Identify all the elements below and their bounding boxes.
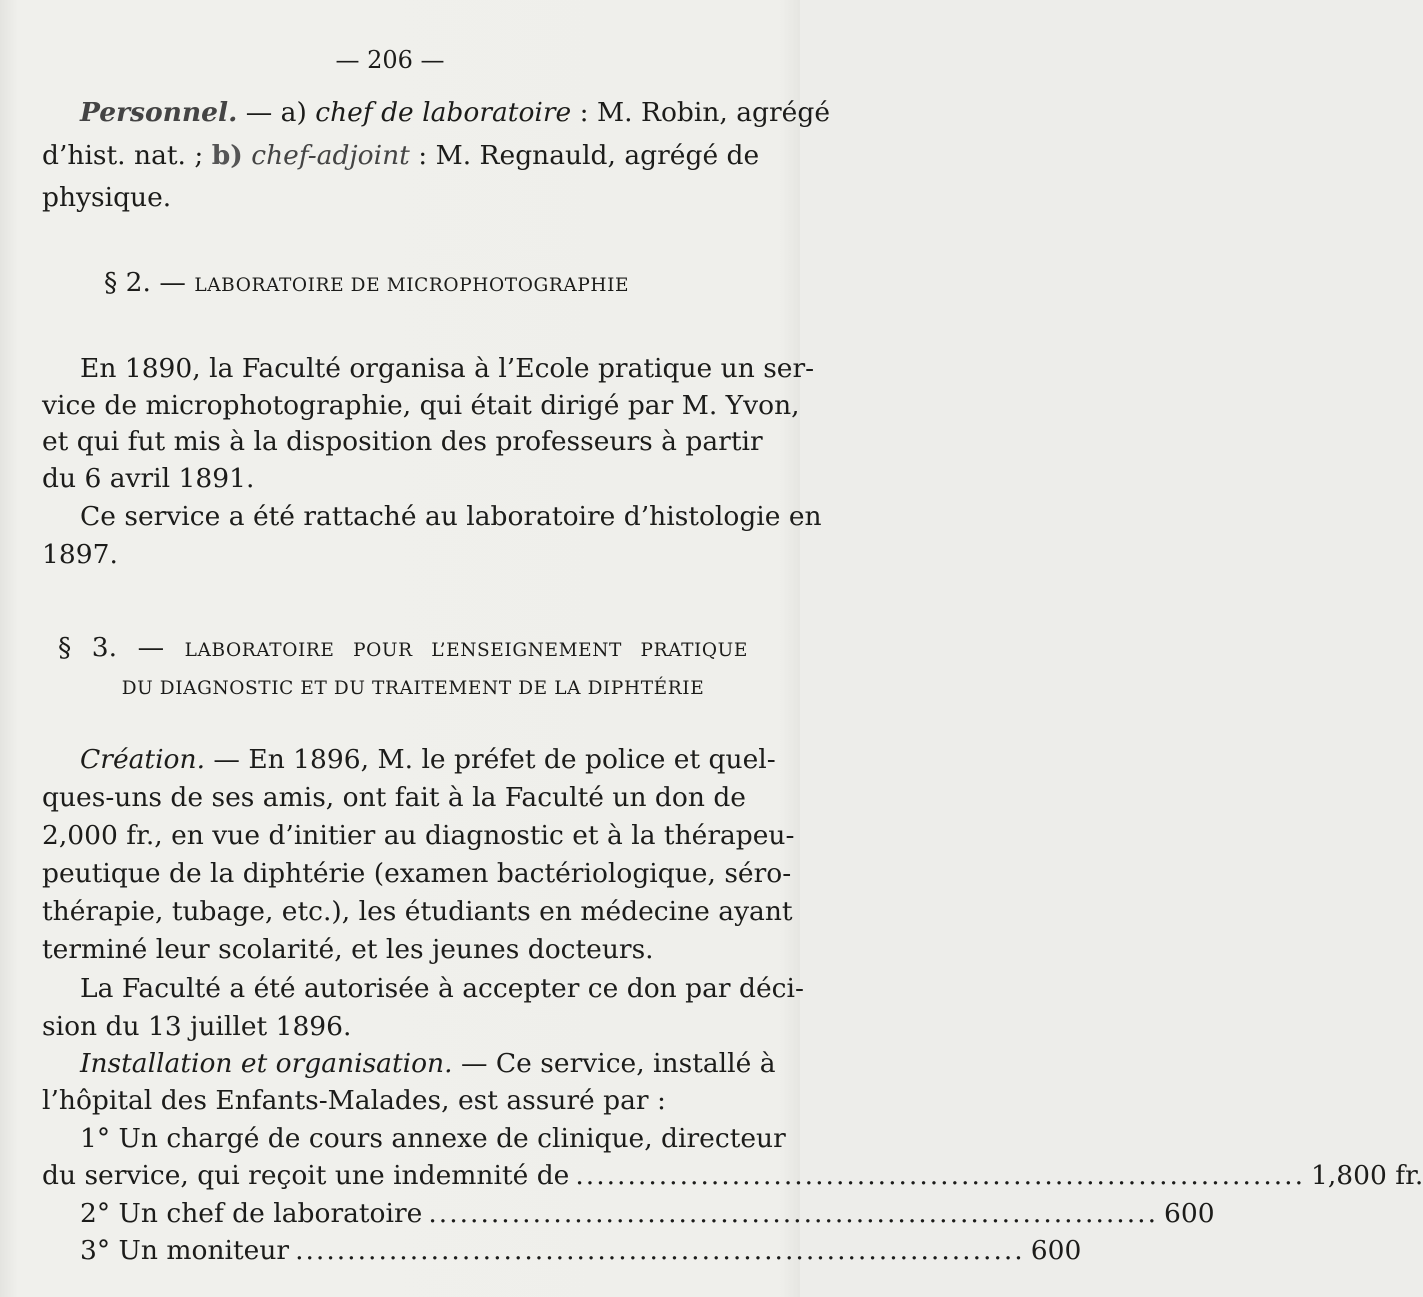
s3-install-line-2: l’hôpital des Enfants-Malades, est assuré par :: [42, 1085, 666, 1116]
personnel-line-1: Personnel. — a) chef de laboratoire : M. Robin, agrégé: [80, 97, 831, 128]
section-2-heading: [104, 266, 629, 303]
s3-creation-line-3: 2,000 fr., en vue d’initier au diagnostic et à la thérapeu-: [42, 820, 795, 851]
section-3-title-line-1: LABORATOIRE POUR L’ENSEIGNEMENT PRATIQUE: [184, 640, 748, 661]
staff-item-2-amount: 600: [1164, 1198, 1215, 1229]
s2-p2-line-2: 1897.: [42, 539, 118, 570]
leader-dots: ......................................................................: [295, 1235, 1025, 1266]
section-2-number: § 2. —: [104, 267, 186, 298]
s3-install-line-1: Installation et organisation. — Ce service, installé à: [80, 1048, 776, 1079]
creation-label: Création.: [80, 744, 205, 775]
s2-p2-line-1: Ce service a été rattaché au laboratoire d’histologie en: [80, 501, 822, 532]
s2-p1-line-2: vice de microphotographie, qui était dirigé par M. Yvon,: [42, 390, 800, 421]
s2-p1-line-4: du 6 avril 1891.: [42, 463, 255, 494]
section-3-number: § 3. —: [58, 632, 165, 663]
personnel-label: Personnel.: [80, 97, 238, 128]
s3-auth-line-2: sion du 13 juillet 1896.: [42, 1011, 352, 1042]
personnel-line-3: physique.: [42, 182, 172, 213]
s3-creation-line-6: terminé leur scolarité, et les jeunes docteurs.: [42, 934, 654, 965]
staff-item-1-amount: 1,800 fr.: [1311, 1160, 1423, 1191]
s2-p1-line-3: et qui fut mis à la disposition des professeurs à partir: [42, 426, 763, 457]
install-label: Installation et organisation.: [80, 1048, 453, 1079]
staff-item-3-amount: 600: [1030, 1235, 1082, 1266]
section-3-heading: [58, 631, 748, 668]
chef-adjoint-label: chef-adjoint: [242, 140, 410, 171]
s3-creation-line-5: thérapie, tubage, etc.), les étudiants en médecine ayant: [42, 896, 793, 927]
s2-p1-line-1: En 1890, la Faculté organisa à l’Ecole pratique un ser-: [80, 353, 815, 384]
staff-item-1-line-1: 1° Un chargé de cours annexe de clinique, directeur: [80, 1123, 786, 1154]
leader-dots: ......................................................................: [428, 1198, 1158, 1229]
personnel-line-2: d’hist. nat. ; b) chef-adjoint : M. Regnauld, agrégé de: [42, 140, 760, 171]
s3-creation-line-4: peutique de la diphtérie (examen bactériologique, séro-: [42, 858, 792, 889]
page-number: — 206 —: [335, 46, 445, 74]
chef-label: chef de laboratoire: [315, 97, 572, 128]
staff-item-2: 2° Un chef de laboratoire ...................................................................... 600: [80, 1198, 1215, 1229]
section-3-title-line-2: DU DIAGNOSTIC ET DU TRAITEMENT DE LA DIPHTÉRIE: [121, 678, 705, 699]
leader-dots: ......................................................................: [575, 1160, 1306, 1191]
section-2-title: LABORATOIRE DE MICROPHOTOGRAPHIE: [194, 275, 630, 296]
s3-creation-line-2: ques-uns de ses amis, ont fait à la Faculté un don de: [42, 782, 746, 813]
staff-item-1-line-2: du service, qui reçoit une indemnité de ...................................................................... 1,800 fr.: [42, 1160, 1423, 1191]
s3-auth-line-1: La Faculté a été autorisée à accepter ce don par déci-: [80, 973, 804, 1004]
section-3-title-line-2-wrap: [80, 669, 746, 706]
staff-item-3: 3° Un moniteur ...................................................................... 600: [80, 1235, 1082, 1266]
s3-creation-line-1: Création. — En 1896, M. le préfet de police et quel-: [80, 744, 776, 775]
